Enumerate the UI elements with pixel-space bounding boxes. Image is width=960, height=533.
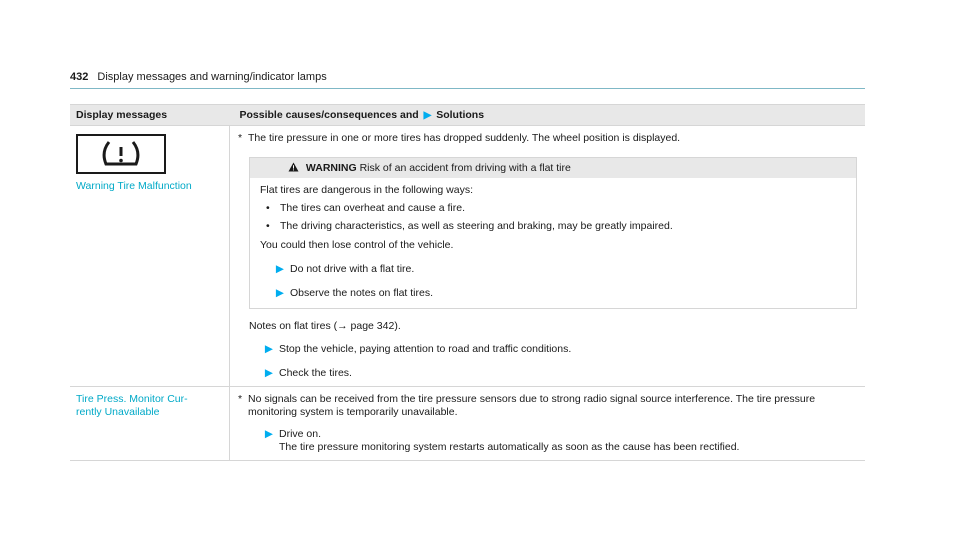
causes-cell [230, 387, 866, 461]
list-item [260, 220, 846, 233]
col-header-messages: Display messages [70, 105, 230, 126]
solution-step [249, 343, 865, 356]
warning-box [249, 157, 857, 309]
solution-step [249, 428, 865, 454]
play-arrow-icon: ▶ [264, 428, 273, 440]
message-warning-tire-malfunction: Warning Tire Malfunction [76, 180, 192, 192]
solution-step [249, 367, 865, 380]
message-cell [70, 126, 230, 387]
play-arrow-icon: ▶ [275, 263, 284, 275]
warning-label: WARNING [305, 162, 357, 174]
bullet-icon: • [266, 202, 270, 214]
step-text: Observe the notes on flat tires. [290, 287, 433, 299]
step-text: Drive on. [279, 428, 322, 440]
message-line: Tire Press. Monitor Cur- [76, 393, 188, 405]
step-text: Do not drive with a flat tire. [290, 263, 415, 275]
warning-after: You could then lose control of the vehicle. [260, 239, 454, 251]
asterisk-marker: * [238, 132, 243, 144]
col-header-solutions-label: Solutions [436, 109, 485, 121]
play-arrow-icon: ▶ [275, 287, 284, 299]
bullet-text: The tires can overheat and cause a fire. [280, 202, 466, 214]
step-content [279, 428, 739, 454]
cause-text [238, 393, 865, 419]
warning-title: Risk of an accident from driving with a flat tire [359, 162, 571, 174]
col-header-causes-label: Possible causes/consequences and [239, 109, 419, 121]
warning-triangle-icon [288, 162, 306, 174]
notes-reference: Notes on flat tires (→ page 342). [249, 320, 401, 332]
cause-description: The tire pressure in one or more tires has dropped suddenly. The wheel position is displayed. [248, 132, 681, 144]
message-tire-press-monitor [76, 393, 229, 419]
bullet-text: The driving characteristics, as well as steering and braking, may be greatly impaired. [280, 220, 673, 232]
page-number: 432 [70, 71, 89, 83]
header-rule [70, 88, 865, 89]
cause-description: No signals can be received from the tire pressure sensors due to strong radio signal source interference. The tire pressure monitoring system is temporarily unavailable. [248, 393, 816, 418]
bullet-icon: • [266, 220, 270, 232]
warning-intro: Flat tires are dangerous in the following ways: [260, 184, 474, 196]
page-header [70, 71, 327, 83]
warning-step [260, 263, 846, 276]
message-line: rently Unavailable [76, 406, 160, 418]
step-text: Stop the vehicle, paying attention to road and traffic conditions. [279, 343, 572, 355]
play-arrow-icon: ▶ [264, 367, 273, 379]
warning-step [260, 287, 846, 300]
table-row [70, 387, 865, 461]
section-title: Display messages and warning/indicator lamps [97, 71, 327, 83]
table-header-row [70, 105, 865, 126]
warning-header [250, 158, 856, 178]
step-text: Check the tires. [279, 367, 352, 379]
message-cell [70, 387, 230, 461]
col-header-causes [230, 105, 866, 126]
table-row [70, 126, 865, 387]
play-arrow-icon: ▶ [423, 110, 432, 121]
causes-cell [230, 126, 866, 387]
warning-body [250, 178, 856, 308]
asterisk-marker: * [238, 393, 243, 405]
play-arrow-icon: ▶ [264, 343, 273, 355]
display-messages-table [70, 104, 865, 461]
cause-text [238, 132, 865, 145]
list-item [260, 202, 846, 215]
step-detail: The tire pressure monitoring system restarts automatically as soon as the cause has been rectified. [279, 441, 740, 453]
tire-pressure-warning-icon [76, 134, 166, 174]
